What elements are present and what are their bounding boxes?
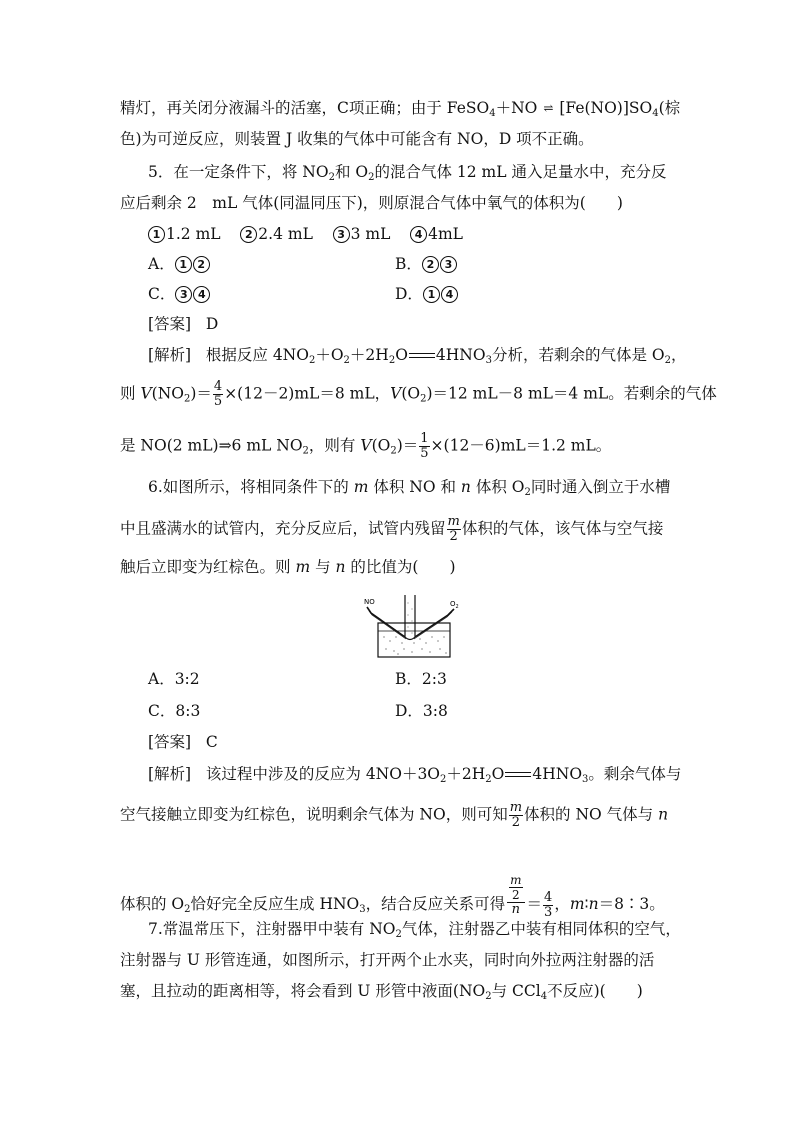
circled-number-icon: 3 (175, 286, 192, 303)
q5-option-d[interactable]: D． 1 4 (395, 284, 459, 304)
q4-line-1: 精灯，再关闭分液漏斗的活塞，C项正确；由于 FeSO$_4$＋NO ⇌ $[Fe(NO)]SO_4$(棕 (120, 99, 681, 119)
circled-number-icon: 2 (240, 226, 257, 243)
q6-answer: [答案] C (148, 733, 218, 751)
circled-number-icon: 1 (148, 226, 165, 243)
q4-line-2: 色)为可逆反应，则装置 J 收集的气体中可能含有 NO，D 项不正确。 (120, 130, 594, 148)
q5-option-a[interactable]: A． 1 2 (148, 254, 211, 274)
circled-number-icon: 1 (423, 286, 440, 303)
fraction: $\frac{m}{2}$ (509, 800, 523, 830)
fraction: $\frac{m}{2}$ (447, 514, 460, 544)
q5-stem-line-1: 5．在一定条件下，将 $NO_2$和 $O_2$的混合气体 12 mL 通入足量水中，充分反 (148, 163, 667, 183)
q5-option-c[interactable]: C． 3 4 (148, 284, 211, 304)
fraction: $\frac{4}{5}$ (213, 379, 223, 409)
q5-answer: [答案] D (148, 315, 219, 333)
fraction: $\frac{4}{3}$ (544, 889, 553, 920)
q5-stem-line-2: 应后剩余 2 mL 气体(同温同压下)，则原混合气体中氧气的体积为( ) (120, 194, 623, 212)
q6-stem-line-1: 6.如图所示，将相同条件下的 m 体积 NO 和 n 体积 $O_2$同时通入倒立于水槽 (148, 478, 671, 498)
q5-items: 1 1.2 mL 2 2.4 mL 3 3 mL 4 4mL (148, 224, 463, 244)
fraction: $\frac{1}{5}$ (420, 431, 429, 461)
q6-option-b[interactable]: B．2:3 (395, 670, 447, 688)
q6-explanation-line-2: 空气接触立即变为红棕色，说明剩余气体为 NO，则可知 $\frac{m}{2}$ 体积的 NO 气体与 n (120, 800, 669, 830)
q5-explanation-line-1: [解析] 根据反应 $4NO_2+O_2+2H_2O$ $4HNO_3$分析，若剩余的气体是 $O_2$， (148, 346, 687, 366)
circled-number-icon: 1 (175, 256, 192, 273)
circled-number-icon: 4 (441, 286, 458, 303)
q7-stem-line-2: 注射器与 U 形管连通，如图所示，打开两个止水夹，同时向外拉两注射器的活 (120, 951, 655, 969)
q6-option-a[interactable]: A．3:2 (148, 670, 200, 688)
q6-stem-line-2: 中且盛满水的试管内，充分反应后，试管内残留 $\frac{m}{2}$ 体积的气体，该气体与空气接 (120, 514, 664, 544)
q7-stem-line-3: 塞，且拉动的距离相等，将会看到 U 形管中液面($NO_2$与 CCl$_4$不反应)( ) (120, 982, 643, 1002)
q7-stem-line-1: 7.常温常压下，注射器甲中装有 $NO_2$气体，注射器乙中装有相同体积的空气， (148, 920, 681, 940)
circled-number-icon: 4 (410, 226, 427, 243)
q5-option-b[interactable]: B． 2 3 (395, 254, 458, 274)
q5-explanation-line-3: 是 NO(2 mL)⇒6 mL $NO_2$，则有 $V(O_2)=$ $\frac{1}{5}$ ×(12－6)mL＝1.2 mL。 (120, 431, 612, 461)
q6-explanation-line-3: 体积的 $O_2$恰好完全反应生成 $HNO_3$，结合反应关系可得 $\frac{\frac{m}{2}}{n}$ ＝ $\frac{4}{3}$ ，m∶n＝8∶3。 (120, 873, 665, 920)
q6-explanation-line-1: [解析] 该过程中涉及的反应为 $4NO+3O_2+2H_2O$ $4HNO_3$。剩余气体与 (148, 765, 682, 785)
reversible-arrow-icon: ⇌ (543, 101, 554, 115)
circled-number-icon: 2 (193, 256, 210, 273)
compound-fraction: $\frac{\frac{m}{2}}{n}$ (507, 873, 524, 917)
circled-number-icon: 2 (422, 256, 439, 273)
q6-apparatus-figure (350, 593, 466, 659)
circled-number-icon: 3 (333, 226, 350, 243)
figure-label-o2: $O_2$ (450, 600, 459, 610)
circled-number-icon: 4 (193, 286, 210, 303)
figure-label-no: NO (364, 598, 375, 606)
equals-sign-icon (505, 770, 531, 780)
equals-sign-icon (409, 351, 435, 361)
circled-number-icon: 3 (440, 256, 457, 273)
q5-explanation-line-2: 则 $V(NO_2)=$ $\frac{4}{5}$ ×(12－2)mL＝8 mL，$V(O_2)=12$ mL－8 mL＝4 mL。若剩余的气体 (120, 379, 717, 409)
q6-option-c[interactable]: C．8:3 (148, 702, 201, 720)
q6-stem-line-3: 触后立即变为红棕色。则 m 与 n 的比值为( ) (120, 558, 456, 576)
q6-option-d[interactable]: D．3:8 (395, 702, 448, 720)
